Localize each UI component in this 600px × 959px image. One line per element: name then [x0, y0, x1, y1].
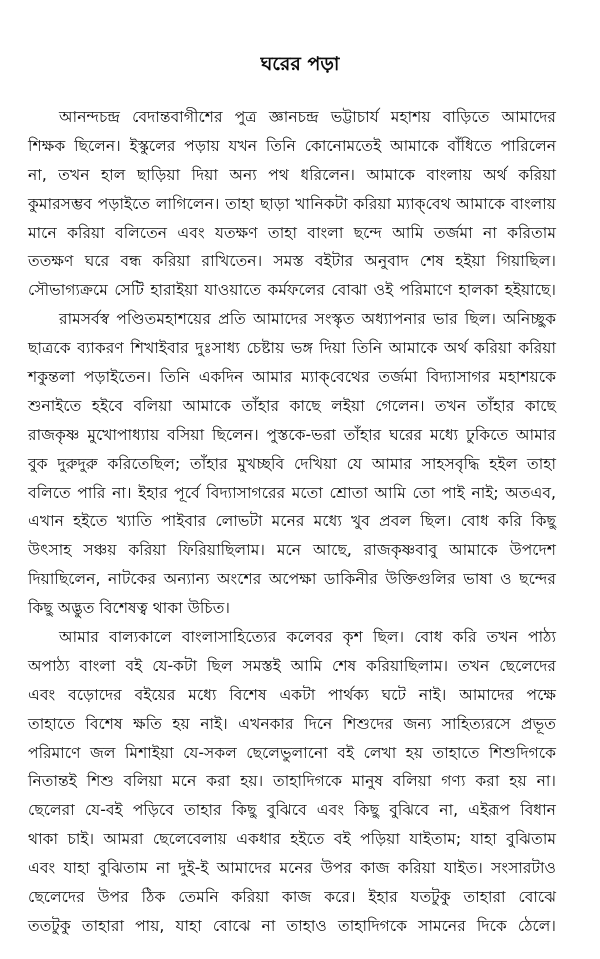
text-line: ছেলেদের উপর ঠিক তেমনি করিয়া কাজ করে। ইহার যতটুকু তাহারা বোঝে [28, 888, 556, 907]
text-line: ততক্ষণ ঘরে বন্ধ করিয়া রাখিতেন। সমস্ত বইটার অনুবাদ শেষ হইয়া গিয়াছিল। [28, 252, 556, 271]
text-line: এবং বড়োদের বইয়ের মধ্যে বিশেষ একটা পার্থক্য ঘটে নাই। আমাদের পক্ষে [28, 685, 556, 704]
paragraph [28, 623, 556, 941]
text-line: পরিমাণে জল মিশাইয়া যে-সকল ছেলেভুলানো বই লেখা হয় তাহাতে শিশুদিগকে [28, 743, 556, 762]
text-line: উৎসাহ সঞ্চয় করিয়া ফিরিয়াছিলাম। মনে আছে, রাজকৃষ্ণবাবু আমাকে উপদেশ [28, 541, 556, 560]
text-line: ততটুকু তাহারা পায়, যাহা বোঝে না তাহাও তাহাদিগকে সামনের দিকে ঠেলে। [28, 916, 556, 935]
text-line: দিয়াছিলেন, নাটকের অন্যান্য অংশের অপেক্ষা ডাকিনীর উক্তিগুলির ভাষা ও ছন্দের [28, 570, 556, 589]
text-line: বলিতে পারি না। ইহার পূর্বে বিদ্যাসাগরের মতো শ্রোতা আমি তো পাই নাই; অতএব, [28, 483, 556, 502]
text-line: আনন্দচন্দ্র বেদান্তবাগীশের পুত্র জ্ঞানচন্দ্র ভট্টাচার্য মহাশয় বাড়িতে আমাদের [59, 108, 556, 126]
text-line: তাহাতে বিশেষ ক্ষতি হয় নাই। এখনকার দিনে শিশুদের জন্য সাহিত্যরসে প্রভূত [28, 714, 556, 733]
text-line: অপাঠ্য বাংলা বই যে-কটা ছিল সমস্তই আমি শেষ করিয়াছিলাম। তখন ছেলেদের [28, 656, 556, 675]
text-line: আমার বাল্যকালে বাংলাসাহিত্যের কলেবর কৃশ ছিল। বোধ করি তখন পাঠ্য [59, 628, 556, 647]
text-line: এখান হইতে খ্যাতি পাইবার লোভটা মনের মধ্যে খুব প্রবল ছিল। বোধ করি কিছু [28, 512, 556, 531]
text-line: নিতান্তই শিশু বলিয়া মনে করা হয়। তাহাদিগকে মানুষ বলিয়া গণ্য করা হয় না। [28, 772, 556, 791]
chapter-title: ঘরের পড়া [260, 53, 340, 75]
text-line: মানে করিয়া বলিতেন এবং যতক্ষণ তাহা বাংলা ছন্দে আমি তর্জমা না করিতাম [28, 223, 556, 242]
text-line: এবং যাহা বুঝিতাম না দুই-ই আমাদের মনের উপর কাজ করিয়া যাইত। সংসারটাও [28, 859, 556, 878]
paragraph [28, 103, 556, 305]
text-line: ছাত্রকে ব্যাকরণ শিখাইবার দুঃসাধ্য চেষ্টায় ভঙ্গ দিয়া তিনি আমাকে অর্থ করিয়া করিয়া [28, 339, 556, 358]
text-line: রামসর্বস্ব পণ্ডিতমহাশয়ের প্রতি আমাদের সংস্কৃত অধ্যাপনার ভার ছিল। অনিচ্ছুক [59, 310, 556, 329]
paragraph [28, 305, 556, 623]
text-line: শুনাইতে হইবে বলিয়া আমাকে তাঁহার কাছে লইয়া গেলেন। তখন তাঁহার কাছে [28, 396, 556, 415]
body-text [28, 103, 556, 941]
text-line: শকুন্তলা পড়াইতেন। তিনি একদিন আমার ম্যাক্‌বেথের তর্জমা বিদ্যাসাগর মহাশয়কে [28, 368, 556, 387]
text-line: থাকা চাই। আমরা ছেলেবেলায় একধার হইতে বই পড়িয়া যাইতাম; যাহা বুঝিতাম [28, 830, 556, 849]
text-line: সৌভাগ্যক্রমে সেটি হারাইয়া যাওয়াতে কর্মফলের বোঝা ওই পরিমাণে হালকা হইয়াছে। [28, 281, 556, 300]
text-line: বুক দুরুদুরু করিতেছিল; তাঁহার মুখচ্ছবি দেখিয়া যে আমার সাহসবৃদ্ধি হইল তাহা [28, 454, 556, 473]
text-line: রাজকৃষ্ণ মুখোপাধ্যায় বসিয়া ছিলেন। পুস্তকে-ভরা তাঁহার ঘরের মধ্যে ঢুকিতে আমার [28, 425, 556, 444]
text-line: না, তখন হাল ছাড়িয়া দিয়া অন্য পথ ধরিলেন। আমাকে বাংলায় অর্থ করিয়া [28, 165, 556, 184]
text-line: শিক্ষক ছিলেন। ইস্কুলের পড়ায় যখন তিনি কোনোমতেই আমাকে বাঁধিতে পারিলেন [28, 136, 556, 155]
text-line: ছেলেরা যে-বই পড়িবে তাহার কিছু বুঝিবে এবং কিছু বুঝিবে না, এইরূপ বিধান [28, 801, 556, 820]
text-line: কিছু অদ্ভুত বিশেষত্ব থাকা উচিত। [28, 599, 231, 618]
text-line: কুমারসম্ভব পড়াইতে লাগিলেন। তাহা ছাড়া খানিকটা করিয়া ম্যাক্‌বেথ আমাকে বাংলায় [28, 194, 556, 213]
